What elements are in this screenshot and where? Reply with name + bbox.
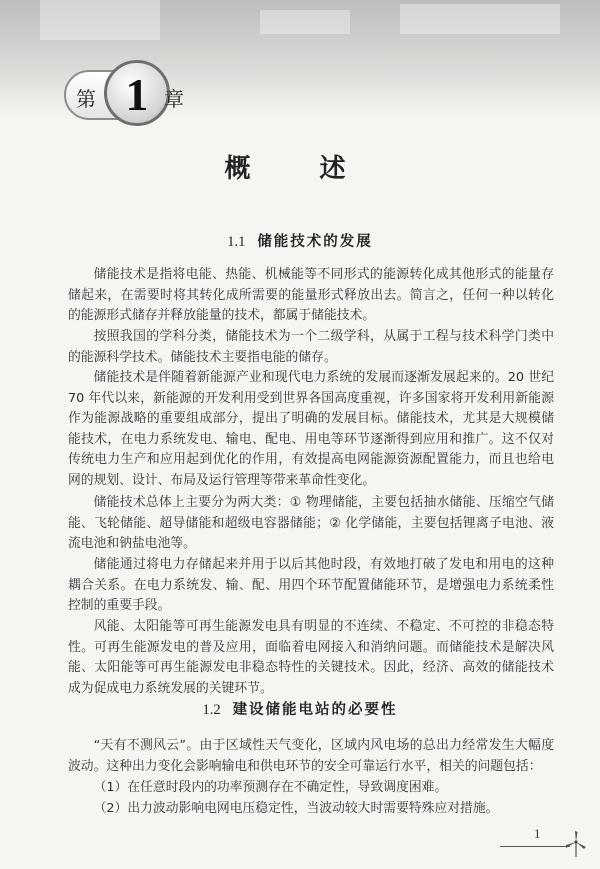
- paragraph: 储能通过将电力存储起来并用于以后其他时段，有效地打破了发电和用电的这种耦合关系。在电力系统发、输、配、用四个环节配置储能环节，是增强电力系统柔性控制的重要手段。: [68, 557, 554, 613]
- list-item: （1）在任意时段内的功率预测存在不确定性，导致调度困难。: [93, 780, 448, 795]
- section-title: 储能技术的发展: [257, 234, 373, 250]
- section-heading-1-1: [0, 230, 600, 251]
- page-number: 1: [534, 826, 541, 841]
- chapter-prefix: 第: [76, 87, 96, 111]
- chapter-title: 概 述: [224, 154, 376, 184]
- paragraph: 储能技术总体上主要分为两大类：① 物理储能，主要包括抽水储能、压缩空气储能、飞轮储能、超导储能和超级电容器储能；② 化学储能，主要包括锂离子电池、液流电池和钠盐电池等。: [68, 495, 554, 551]
- list-item: （2）出力波动影响电网电压稳定性，当波动较大时需要特殊应对措施。: [93, 801, 499, 816]
- header-decoration: [260, 10, 350, 34]
- wind-turbine-icon: [562, 830, 590, 858]
- chapter-badge: [64, 60, 184, 128]
- footer-rule: [500, 846, 570, 847]
- header-decoration: [400, 4, 560, 34]
- paragraph: 储能技术是指将电能、热能、机械能等不同形式的能源转化成其他形式的能量存储起来，在需要时将其转化成所需要的能量形式释放出去。简言之，任何一种以转化的能源形式储存并释放能量的技术，都属于储能技术。: [68, 267, 554, 323]
- section-number: 1.1: [227, 234, 246, 250]
- paragraph: “天有不测风云”。由于区域性天气变化，区域内风电场的总出力经常发生大幅度波动。这种出力变化会影响输电和供电环节的安全可靠运行水平，相关的问题包括：: [68, 738, 554, 774]
- chapter-suffix: 章: [164, 87, 184, 111]
- header-decoration: [40, 0, 160, 40]
- paragraph: 按照我国的学科分类，储能技术为一个二级学科，从属于工程与技术科学门类中的能源科学技术。储能技术主要指电能的储存。: [68, 329, 554, 365]
- section-title: 建设储能电站的必要性: [232, 702, 398, 718]
- paragraph: 储能技术是伴随着新能源产业和现代电力系统的发展而逐渐发展起来的。20 世纪 70 年代以来，新能源的开发利用受到世界各国高度重视，许多国家将开发利用新能源作为能源战略的重要组成部分，提出了明确的发展目标。储能技术，尤其是大规模储能技术，在电力系统发电、输电、配电、用电等环节逐渐得到应用和推广。这不仅对传统电力生产和应用起到优化的作用，有效提高电网能源资源配置能力，而且也给电网的规划、设计、布局及运行管理等带来革命性变化。: [68, 370, 554, 488]
- chapter-number: 1: [125, 69, 149, 120]
- section-heading-1-2: [0, 698, 600, 719]
- paragraph: 风能、太阳能等可再生能源发电具有明显的不连续、不稳定、不可控的非稳态特性。可再生能源发电的普及应用，面临着电网接入和消纳问题。而储能技术是解决风能、太阳能等可再生能源发电非稳态特性的关键技术。因此，经济、高效的储能技术成为促成电力系统发展的关键环节。: [68, 619, 554, 696]
- section-number: 1.2: [202, 702, 221, 718]
